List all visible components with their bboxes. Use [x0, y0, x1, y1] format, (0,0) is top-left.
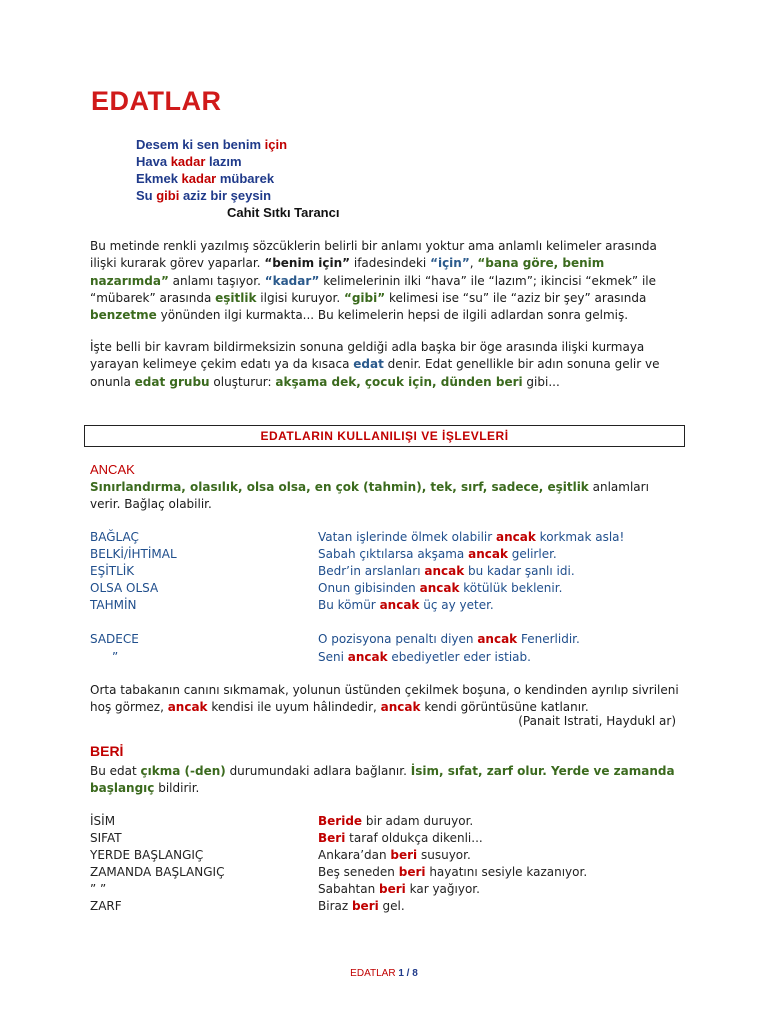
example-keyword: ancak — [347, 650, 388, 664]
intro-paragraph: Bu metinde renkli yazılmış sözcüklerin belirli bir anlamı yoktur ama anlamlı kelimeler arasında ilişki kurarak görev yaparlar. “benim için” ifadesindeki “için”, “bana göre, benim nazarımda” anlamı taşıyor. “kadar” kelimelerinin ilki “hava” ile “lazım”; ikincisi “ekmek” ile “mübarek” arasında eşitlik ilgisi kuruyor. “gibi” kelimesi ise “su” ile “aziz bir şey” arasında benzetme yönünden ilgi kurmakta... Bu kelimelerin hepsi de ilgili adlardan sonra gelmiş. — [90, 239, 657, 323]
poem-text: mübarek — [216, 171, 275, 186]
ancak-intro: Sınırlandırma, olasılık, olsa olsa, en çok (tahmin), tek, sırf, sadece, eşitlik anlamları verir. Bağlaç olabilir. — [90, 480, 649, 512]
poem-line — [136, 187, 339, 204]
poem-block — [136, 136, 339, 221]
example-row — [90, 830, 690, 847]
example-sentence: Sabahtan beri kar yağıyor. — [318, 882, 480, 896]
example-label: BAĞLAÇ — [90, 530, 139, 544]
poem-author: Cahit Sıtkı Tarancı — [227, 205, 340, 220]
example-keyword: beri — [390, 848, 418, 862]
poem-text: Su — [136, 188, 157, 203]
example-row — [90, 546, 690, 563]
example-row — [90, 563, 690, 580]
section-heading-ancak: ANCAK — [90, 462, 135, 477]
page-number: 1 / 8 — [398, 968, 418, 979]
example-keyword: ancak — [419, 581, 460, 595]
example-row — [90, 649, 690, 666]
example-row — [90, 597, 690, 614]
example-row — [90, 529, 690, 546]
example-label: SIFAT — [90, 831, 122, 845]
poem-keyword: kadar — [170, 154, 206, 169]
example-keyword: ancak — [496, 530, 536, 544]
example-sentence: Ankara’dan beri susuyor. — [318, 848, 471, 862]
definition-paragraph: İşte belli bir kavram bildirmeksizin sonuna geldiği adla başka bir öge arasında ilişki kurmaya yarayan kelimeye çekim edatı ya da kısaca edat denir. Edat genellikle bir adın sonuna gelir ve onunla edat grubu oluşturur: akşama dek, çocuk için, dünden beri gibi... — [90, 340, 660, 389]
page-footer — [0, 968, 768, 979]
example-sentence: Beri taraf oldukça dikenli... — [318, 831, 483, 845]
example-sentence: Seni ancak ebediyetler eder istiab. — [318, 650, 531, 664]
example-sentence: Sabah çıktılarsa akşama ancak gelirler. — [318, 547, 557, 561]
example-keyword: beri — [351, 899, 379, 913]
example-keyword: Beride — [318, 814, 363, 828]
poem-keyword: için — [264, 137, 288, 152]
example-sentence: Beş seneden beri hayatını sesiyle kazanıyor. — [318, 865, 588, 879]
example-row — [90, 898, 690, 915]
poem-text: aziz bir şeysin — [179, 188, 272, 203]
example-row — [90, 847, 690, 864]
poem-text: lazım — [205, 154, 242, 169]
example-label: ZAMANDA BAŞLANGIÇ — [90, 865, 225, 879]
example-keyword: ancak — [379, 598, 420, 612]
example-sentence: O pozisyona penaltı diyen ancak Fenerlidir. — [318, 632, 580, 646]
quote-citation: (Panait Istrati, Haydukl ar) — [518, 714, 676, 728]
example-label: ZARF — [90, 899, 122, 913]
example-sentence: Beride bir adam duruyor. — [318, 814, 474, 828]
poem-line — [136, 136, 339, 153]
ancak-quote: Orta tabakanın canını sıkmamak, yolunun üstünden çekilmek boşuna, o kendinden ayrılıp sivrileni hoş görmez, ancak kendisi ile uyum hâlindedir, ancak kendi görüntüsüne katlanır. — [90, 683, 679, 715]
example-keyword: ancak — [477, 632, 518, 646]
footer-label: EDATLAR — [350, 968, 396, 979]
poem-keyword: gibi — [156, 188, 180, 203]
example-sentence: Bedr’in arslanları ancak bu kadar şanlı idi. — [318, 564, 575, 578]
example-row — [90, 580, 690, 597]
section-title-box: EDATLARIN KULLANILIŞI VE İŞLEVLERİ — [84, 425, 685, 447]
example-row — [90, 864, 690, 881]
example-row — [90, 813, 690, 830]
example-sentence: Onun gibisinden ancak kötülük beklenir. — [318, 581, 563, 595]
section-heading-beri: BERİ — [90, 743, 124, 759]
poem-keyword: kadar — [181, 171, 217, 186]
poem-text: Ekmek — [136, 171, 182, 186]
poem-text: Hava — [136, 154, 171, 169]
example-keyword: Beri — [318, 831, 346, 845]
poem-text: Desem ki sen benim — [136, 137, 265, 152]
example-keyword: ancak — [424, 564, 465, 578]
example-sentence: Bu kömür ancak üç ay yeter. — [318, 598, 494, 612]
example-label: ” ” — [90, 882, 107, 896]
example-keyword: beri — [379, 882, 406, 896]
example-label: TAHMİN — [90, 598, 137, 612]
example-label: EŞİTLİK — [90, 564, 135, 578]
example-keyword: ancak — [468, 547, 508, 561]
example-sentence: Vatan işlerinde ölmek olabilir ancak korkmak asla! — [318, 530, 625, 544]
example-label: İSİM — [90, 814, 116, 828]
example-label: ” — [112, 650, 119, 664]
poem-line — [136, 153, 339, 170]
example-label: SADECE — [90, 632, 139, 646]
example-label: YERDE BAŞLANGIÇ — [90, 848, 204, 862]
example-label: BELKİ/İHTİMAL — [90, 547, 177, 561]
example-label: OLSA OLSA — [90, 581, 159, 595]
example-sentence: Biraz beri gel. — [318, 899, 405, 913]
poem-line — [136, 170, 339, 187]
beri-intro: Bu edat çıkma (-den) durumundaki adlara bağlanır. İsim, sıfat, zarf olur. Yerde ve zamanda başlangıç bildirir. — [90, 764, 675, 796]
example-row — [90, 631, 690, 648]
page-title: EDATLAR — [91, 86, 222, 116]
example-keyword: beri — [398, 865, 426, 879]
example-row — [90, 881, 690, 898]
